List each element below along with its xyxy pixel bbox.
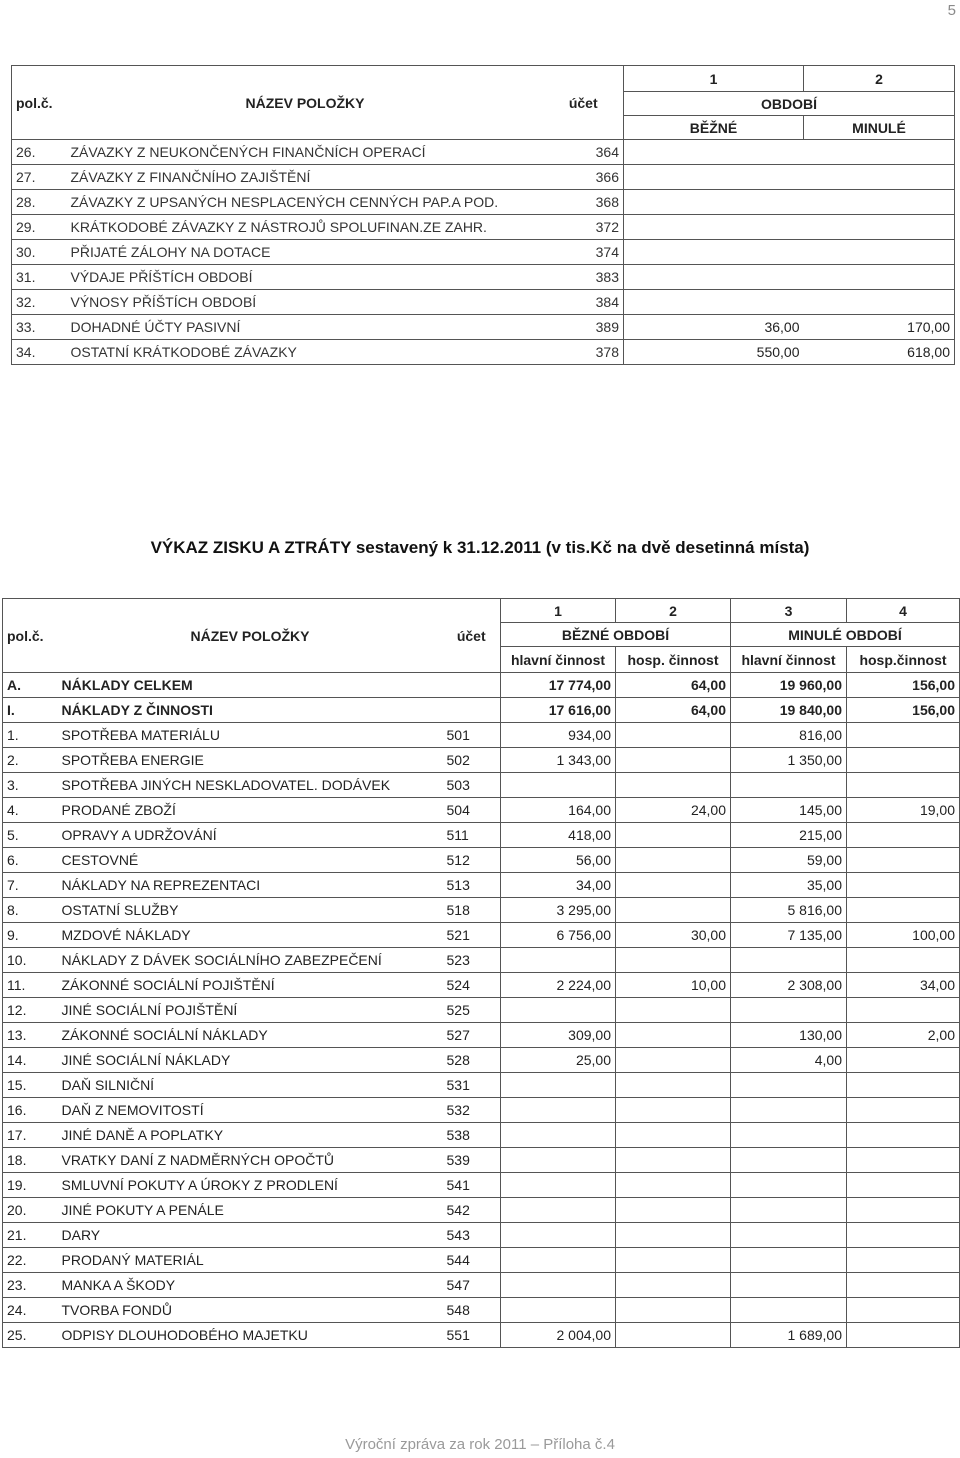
row-value-hosp-bezne <box>616 1173 731 1198</box>
row-value-hosp-bezne <box>616 848 731 873</box>
row-value-hlavni-bezne <box>501 1073 616 1098</box>
row-number: 22. <box>3 1248 58 1273</box>
row-value-hlavni-bezne <box>501 1298 616 1323</box>
header-ucet: účet <box>443 599 501 673</box>
row-value-hosp-minule <box>847 1198 960 1223</box>
row-value-hlavni-minule <box>731 1098 847 1123</box>
row-value-hosp-minule <box>847 1048 960 1073</box>
row-value-minule <box>804 165 955 190</box>
row-account: 518 <box>443 898 501 923</box>
header-hosp-minule: hosp.činnost <box>847 647 960 673</box>
row-value-hosp-minule <box>847 723 960 748</box>
row-name: DAŇ Z NEMOVITOSTÍ <box>58 1098 443 1123</box>
row-number: I. <box>3 698 58 723</box>
row-value-hosp-bezne <box>616 1023 731 1048</box>
row-name: JINÉ SOCIÁLNÍ NÁKLADY <box>58 1048 443 1073</box>
row-value-hlavni-minule: 2 308,00 <box>731 973 847 998</box>
row-account: 511 <box>443 823 501 848</box>
row-number: 32. <box>12 290 67 315</box>
header-bezne-obdobi: BĚZNÉ OBDOBÍ <box>501 623 731 647</box>
row-number: 31. <box>12 265 67 290</box>
table-row <box>3 923 960 948</box>
row-name: VÝDAJE PŘÍŠTÍCH OBDOBÍ <box>67 265 544 290</box>
row-value-hlavni-bezne <box>501 998 616 1023</box>
header-minule-obdobi: MINULÉ OBDOBÍ <box>731 623 960 647</box>
row-value-hlavni-bezne <box>501 1273 616 1298</box>
row-value-hlavni-bezne: 164,00 <box>501 798 616 823</box>
row-name: JINÉ POKUTY A PENÁLE <box>58 1198 443 1223</box>
row-value-minule <box>804 265 955 290</box>
header-col-2: 2 <box>804 66 955 92</box>
row-value-hlavni-minule: 19 840,00 <box>731 698 847 723</box>
row-value-hosp-minule <box>847 1323 960 1348</box>
row-value-hlavni-minule: 7 135,00 <box>731 923 847 948</box>
row-value-hosp-minule <box>847 1298 960 1323</box>
row-value-hlavni-minule <box>731 1198 847 1223</box>
row-value-hosp-bezne <box>616 1223 731 1248</box>
row-name: VRATKY DANÍ Z NADMĚRNÝCH OPOČTŮ <box>58 1148 443 1173</box>
row-account: 502 <box>443 748 501 773</box>
row-value-hosp-minule: 156,00 <box>847 698 960 723</box>
table-row <box>3 1223 960 1248</box>
row-name: SPOTŘEBA JINÝCH NESKLADOVATEL. DODÁVEK <box>58 773 443 798</box>
row-name: ZÁKONNÉ SOCIÁLNÍ NÁKLADY <box>58 1023 443 1048</box>
row-value-bezne <box>624 290 804 315</box>
header-hosp-bezne: hosp. činnost <box>616 647 731 673</box>
row-account: 374 <box>544 240 624 265</box>
row-account: 368 <box>544 190 624 215</box>
row-value-hosp-minule <box>847 1248 960 1273</box>
row-value-hlavni-bezne: 34,00 <box>501 873 616 898</box>
row-number: 14. <box>3 1048 58 1073</box>
header-minule: MINULÉ <box>804 116 955 140</box>
header-col-3: 3 <box>731 599 847 623</box>
row-name: OSTATNÍ KRÁTKODOBÉ ZÁVAZKY <box>67 340 544 365</box>
profit-loss-table <box>2 598 960 1348</box>
row-value-hlavni-minule <box>731 1273 847 1298</box>
row-account: 383 <box>544 265 624 290</box>
row-name: SPOTŘEBA ENERGIE <box>58 748 443 773</box>
row-value-hosp-minule <box>847 873 960 898</box>
row-value-hosp-bezne <box>616 948 731 973</box>
row-value-hosp-minule <box>847 823 960 848</box>
row-value-hosp-minule: 34,00 <box>847 973 960 998</box>
row-name: ZÁVAZKY Z UPSANÝCH NESPLACENÝCH CENNÝCH PAP.A POD. <box>67 190 544 215</box>
row-name: ODPISY DLOUHODOBÉHO MAJETKU <box>58 1323 443 1348</box>
row-value-hosp-bezne <box>616 1073 731 1098</box>
row-number: 4. <box>3 798 58 823</box>
row-name: MZDOVÉ NÁKLADY <box>58 923 443 948</box>
row-value-hlavni-minule: 145,00 <box>731 798 847 823</box>
row-value-hlavni-bezne: 2 004,00 <box>501 1323 616 1348</box>
row-number: 30. <box>12 240 67 265</box>
row-value-hosp-bezne <box>616 748 731 773</box>
row-account: 364 <box>544 140 624 165</box>
row-value-minule: 618,00 <box>804 340 955 365</box>
row-value-hlavni-bezne <box>501 1098 616 1123</box>
row-value-hosp-minule <box>847 1273 960 1298</box>
row-value-hosp-bezne <box>616 1298 731 1323</box>
table-row <box>3 1123 960 1148</box>
row-value-minule <box>804 140 955 165</box>
row-number: 5. <box>3 823 58 848</box>
row-account: 523 <box>443 948 501 973</box>
row-number: 18. <box>3 1148 58 1173</box>
row-account: 531 <box>443 1073 501 1098</box>
row-number: 1. <box>3 723 58 748</box>
row-number: 25. <box>3 1323 58 1348</box>
row-account: 389 <box>544 315 624 340</box>
row-number: 10. <box>3 948 58 973</box>
row-name: NÁKLADY NA REPREZENTACI <box>58 873 443 898</box>
row-value-hosp-bezne <box>616 873 731 898</box>
row-number: 13. <box>3 1023 58 1048</box>
row-value-minule <box>804 215 955 240</box>
row-value-hosp-minule: 19,00 <box>847 798 960 823</box>
row-value-hlavni-minule: 4,00 <box>731 1048 847 1073</box>
row-number: 33. <box>12 315 67 340</box>
row-value-hosp-minule <box>847 773 960 798</box>
row-value-hosp-bezne <box>616 898 731 923</box>
row-value-hosp-bezne <box>616 1098 731 1123</box>
table-row <box>3 848 960 873</box>
row-name: SPOTŘEBA MATERIÁLU <box>58 723 443 748</box>
table-row <box>3 1173 960 1198</box>
row-value-hlavni-bezne: 418,00 <box>501 823 616 848</box>
row-name: SMLUVNÍ POKUTY A ÚROKY Z PRODLENÍ <box>58 1173 443 1198</box>
table-row <box>3 673 960 698</box>
row-value-hlavni-minule <box>731 948 847 973</box>
row-value-hosp-bezne <box>616 773 731 798</box>
table-row <box>12 240 955 265</box>
row-name: NÁKLADY CELKEM <box>58 673 443 698</box>
row-number: 23. <box>3 1273 58 1298</box>
row-number: 7. <box>3 873 58 898</box>
row-value-hosp-bezne <box>616 823 731 848</box>
row-value-hosp-bezne <box>616 1248 731 1273</box>
table-row <box>12 265 955 290</box>
row-value-hlavni-minule: 35,00 <box>731 873 847 898</box>
row-name: OPRAVY A UDRŽOVÁNÍ <box>58 823 443 848</box>
row-name: JINÉ DANĚ A POPLATKY <box>58 1123 443 1148</box>
row-account: 539 <box>443 1148 501 1173</box>
row-value-hosp-bezne: 64,00 <box>616 673 731 698</box>
row-number: 11. <box>3 973 58 998</box>
row-name: CESTOVNÉ <box>58 848 443 873</box>
row-value-hosp-bezne: 30,00 <box>616 923 731 948</box>
row-account: 512 <box>443 848 501 873</box>
row-value-hlavni-bezne: 934,00 <box>501 723 616 748</box>
row-value-hosp-minule: 2,00 <box>847 1023 960 1048</box>
row-name: DAŇ SILNIČNÍ <box>58 1073 443 1098</box>
row-account: 527 <box>443 1023 501 1048</box>
row-value-hlavni-minule <box>731 1298 847 1323</box>
row-value-hlavni-minule: 816,00 <box>731 723 847 748</box>
row-value-hosp-minule <box>847 948 960 973</box>
header-ucet: účet <box>544 66 624 140</box>
row-name: PŘIJATÉ ZÁLOHY NA DOTACE <box>67 240 544 265</box>
row-value-hosp-bezne: 24,00 <box>616 798 731 823</box>
row-account: 541 <box>443 1173 501 1198</box>
row-number: 9. <box>3 923 58 948</box>
header-bezne: BĚŽNÉ <box>624 116 804 140</box>
table-row <box>3 1323 960 1348</box>
row-value-hosp-minule <box>847 898 960 923</box>
row-value-hlavni-minule <box>731 773 847 798</box>
row-value-minule <box>804 190 955 215</box>
row-account: 384 <box>544 290 624 315</box>
row-name: PRODANÝ MATERIÁL <box>58 1248 443 1273</box>
report-title: VÝKAZ ZISKU A ZTRÁTY sestavený k 31.12.2011 (v tis.Kč na dvě desetinná místa) <box>150 538 810 557</box>
row-value-hlavni-bezne: 3 295,00 <box>501 898 616 923</box>
table-row <box>3 973 960 998</box>
row-value-hosp-minule <box>847 848 960 873</box>
row-value-hosp-bezne <box>616 1273 731 1298</box>
table-row <box>3 898 960 923</box>
table-row <box>12 190 955 215</box>
row-value-hosp-bezne: 10,00 <box>616 973 731 998</box>
row-number: 26. <box>12 140 67 165</box>
row-value-hlavni-minule <box>731 998 847 1023</box>
row-name: MANKA A ŠKODY <box>58 1273 443 1298</box>
row-value-minule: 170,00 <box>804 315 955 340</box>
table-row <box>12 340 955 365</box>
header-hlavni-bezne: hlavní činnost <box>501 647 616 673</box>
row-value-hlavni-minule: 215,00 <box>731 823 847 848</box>
table-row <box>3 1273 960 1298</box>
table-row <box>3 1048 960 1073</box>
row-value-hlavni-bezne: 1 343,00 <box>501 748 616 773</box>
footer: Výroční zpráva za rok 2011 – Příloha č.4 <box>345 1436 615 1453</box>
row-value-hosp-bezne <box>616 1323 731 1348</box>
row-number: 20. <box>3 1198 58 1223</box>
header-hlavni-minule: hlavní činnost <box>731 647 847 673</box>
row-account: 366 <box>544 165 624 190</box>
row-value-hlavni-minule <box>731 1123 847 1148</box>
table-row <box>3 823 960 848</box>
row-account: 544 <box>443 1248 501 1273</box>
row-value-hlavni-minule: 19 960,00 <box>731 673 847 698</box>
row-value-hlavni-bezne: 17 616,00 <box>501 698 616 723</box>
row-number: 29. <box>12 215 67 240</box>
row-number: 27. <box>12 165 67 190</box>
row-value-minule <box>804 240 955 265</box>
liabilities-table <box>11 65 955 365</box>
row-value-hosp-minule <box>847 998 960 1023</box>
row-name: PRODANÉ ZBOŽÍ <box>58 798 443 823</box>
row-number: 16. <box>3 1098 58 1123</box>
row-number: A. <box>3 673 58 698</box>
row-name: TVORBA FONDŮ <box>58 1298 443 1323</box>
row-number: 12. <box>3 998 58 1023</box>
row-account: 503 <box>443 773 501 798</box>
table-row <box>3 748 960 773</box>
table-row <box>3 723 960 748</box>
row-value-hlavni-bezne: 6 756,00 <box>501 923 616 948</box>
row-value-bezne: 550,00 <box>624 340 804 365</box>
row-account: 551 <box>443 1323 501 1348</box>
row-account: 538 <box>443 1123 501 1148</box>
table-row <box>3 698 960 723</box>
page-number: 5 <box>947 2 956 19</box>
table-row <box>3 998 960 1023</box>
table-row <box>3 873 960 898</box>
row-value-hlavni-bezne <box>501 773 616 798</box>
row-name: ZÁVAZKY Z FINANČNÍHO ZAJIŠTĚNÍ <box>67 165 544 190</box>
row-value-hlavni-bezne: 2 224,00 <box>501 973 616 998</box>
header-polc: pol.č. <box>12 66 67 140</box>
row-value-bezne <box>624 215 804 240</box>
row-name: DARY <box>58 1223 443 1248</box>
row-value-hosp-minule: 100,00 <box>847 923 960 948</box>
table-row <box>3 1298 960 1323</box>
row-account: 525 <box>443 998 501 1023</box>
table-row <box>3 798 960 823</box>
row-number: 3. <box>3 773 58 798</box>
row-value-minule <box>804 290 955 315</box>
row-value-bezne <box>624 265 804 290</box>
row-value-hosp-bezne <box>616 998 731 1023</box>
row-value-hosp-minule <box>847 1123 960 1148</box>
row-account: 372 <box>544 215 624 240</box>
row-value-hlavni-bezne <box>501 1123 616 1148</box>
row-number: 34. <box>12 340 67 365</box>
row-value-hosp-bezne <box>616 723 731 748</box>
row-value-hlavni-minule <box>731 1073 847 1098</box>
row-number: 8. <box>3 898 58 923</box>
table-row <box>3 1198 960 1223</box>
table-row <box>12 140 955 165</box>
table-row <box>12 315 955 340</box>
row-value-hosp-minule <box>847 1073 960 1098</box>
table-row <box>12 290 955 315</box>
row-account: 543 <box>443 1223 501 1248</box>
row-value-hlavni-bezne <box>501 1198 616 1223</box>
row-value-hosp-bezne: 64,00 <box>616 698 731 723</box>
row-value-hosp-minule <box>847 1098 960 1123</box>
row-number: 17. <box>3 1123 58 1148</box>
row-value-hlavni-minule: 59,00 <box>731 848 847 873</box>
row-value-hlavni-bezne: 309,00 <box>501 1023 616 1048</box>
row-value-hosp-bezne <box>616 1048 731 1073</box>
row-value-hlavni-minule <box>731 1248 847 1273</box>
header-obdobi: OBDOBÍ <box>624 92 955 116</box>
row-value-bezne <box>624 165 804 190</box>
row-value-hlavni-minule: 1 350,00 <box>731 748 847 773</box>
header-col-4: 4 <box>847 599 960 623</box>
row-value-hlavni-bezne: 17 774,00 <box>501 673 616 698</box>
row-name: NÁKLADY Z DÁVEK SOCIÁLNÍHO ZABEZPEČENÍ <box>58 948 443 973</box>
row-name: NÁKLADY Z ČINNOSTI <box>58 698 443 723</box>
table-row <box>3 1023 960 1048</box>
row-account: 547 <box>443 1273 501 1298</box>
row-account: 548 <box>443 1298 501 1323</box>
row-number: 6. <box>3 848 58 873</box>
row-account: 528 <box>443 1048 501 1073</box>
row-value-hlavni-bezne: 56,00 <box>501 848 616 873</box>
header-col-1: 1 <box>624 66 804 92</box>
row-account: 501 <box>443 723 501 748</box>
header-nazev: NÁZEV POLOŽKY <box>67 66 544 140</box>
row-name: ZÁVAZKY Z NEUKONČENÝCH FINANČNÍCH OPERACÍ <box>67 140 544 165</box>
table-row <box>3 1248 960 1273</box>
row-account: 524 <box>443 973 501 998</box>
row-value-hlavni-bezne: 25,00 <box>501 1048 616 1073</box>
row-number: 24. <box>3 1298 58 1323</box>
row-name: KRÁTKODOBÉ ZÁVAZKY Z NÁSTROJŮ SPOLUFINAN.ZE ZAHR. <box>67 215 544 240</box>
row-value-bezne: 36,00 <box>624 315 804 340</box>
row-value-hlavni-bezne <box>501 948 616 973</box>
row-value-hosp-bezne <box>616 1123 731 1148</box>
row-account: 504 <box>443 798 501 823</box>
row-number: 2. <box>3 748 58 773</box>
row-account: 521 <box>443 923 501 948</box>
header-col-2: 2 <box>616 599 731 623</box>
row-value-hlavni-minule: 130,00 <box>731 1023 847 1048</box>
row-value-bezne <box>624 240 804 265</box>
row-value-hosp-minule <box>847 1148 960 1173</box>
row-name: JINÉ SOCIÁLNÍ POJIŠTĚNÍ <box>58 998 443 1023</box>
row-value-hosp-minule <box>847 1223 960 1248</box>
row-value-hosp-bezne <box>616 1198 731 1223</box>
row-value-hlavni-minule: 1 689,00 <box>731 1323 847 1348</box>
row-value-hlavni-minule <box>731 1223 847 1248</box>
header-polc: pol.č. <box>3 599 58 673</box>
table-row <box>12 165 955 190</box>
table-row <box>3 1098 960 1123</box>
row-value-hosp-minule: 156,00 <box>847 673 960 698</box>
row-number: 28. <box>12 190 67 215</box>
row-account <box>443 673 501 698</box>
row-value-hlavni-minule: 5 816,00 <box>731 898 847 923</box>
table-row <box>3 773 960 798</box>
table-row <box>3 1148 960 1173</box>
header-nazev: NÁZEV POLOŽKY <box>58 599 443 673</box>
row-value-hlavni-bezne <box>501 1223 616 1248</box>
row-value-hlavni-minule <box>731 1173 847 1198</box>
row-value-hlavni-bezne <box>501 1248 616 1273</box>
row-account <box>443 698 501 723</box>
row-value-bezne <box>624 140 804 165</box>
row-account: 513 <box>443 873 501 898</box>
row-account: 532 <box>443 1098 501 1123</box>
row-number: 15. <box>3 1073 58 1098</box>
row-value-hosp-minule <box>847 748 960 773</box>
row-value-hosp-bezne <box>616 1148 731 1173</box>
row-name: DOHADNÉ ÚČTY PASIVNÍ <box>67 315 544 340</box>
table-row <box>3 948 960 973</box>
row-name: ZÁKONNÉ SOCIÁLNÍ POJIŠTĚNÍ <box>58 973 443 998</box>
table-row <box>3 1073 960 1098</box>
row-value-hlavni-bezne <box>501 1148 616 1173</box>
row-number: 21. <box>3 1223 58 1248</box>
row-number: 19. <box>3 1173 58 1198</box>
row-value-hosp-minule <box>847 1173 960 1198</box>
row-value-hlavni-minule <box>731 1148 847 1173</box>
header-col-1: 1 <box>501 599 616 623</box>
row-account: 378 <box>544 340 624 365</box>
row-name: VÝNOSY PŘÍŠTÍCH OBDOBÍ <box>67 290 544 315</box>
row-value-hlavni-bezne <box>501 1173 616 1198</box>
row-account: 542 <box>443 1198 501 1223</box>
table-row <box>12 215 955 240</box>
row-value-bezne <box>624 190 804 215</box>
row-name: OSTATNÍ SLUŽBY <box>58 898 443 923</box>
